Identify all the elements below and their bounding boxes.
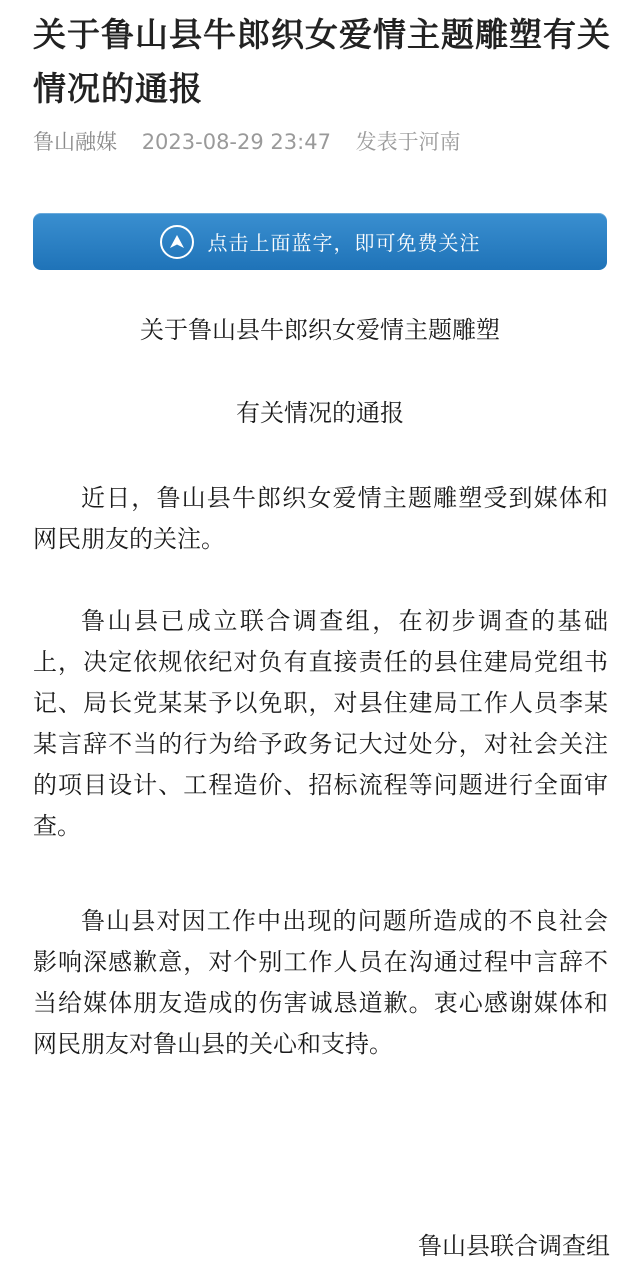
publish-location: 发表于河南: [355, 130, 461, 154]
body-paragraph-1: 近日，鲁山县牛郎织女爱情主题雕塑受到媒体和网民朋友的关注。: [33, 484, 608, 553]
article-meta: [33, 127, 479, 157]
article-title: 关于鲁山县牛郎织女爱情主题雕塑有关情况的通报: [33, 15, 611, 108]
publish-datetime: 2023-08-29 23:47: [141, 130, 331, 154]
follow-banner-button[interactable]: [33, 213, 607, 270]
signature: 鲁山县联合调查组: [418, 1232, 610, 1260]
follow-banner-text: 点击上面蓝字，即可免费关注: [207, 231, 481, 255]
body-heading-line-2: 有关情况的通报: [236, 399, 404, 427]
body-paragraph-2: 鲁山县已成立联合调查组，在初步调查的基础上，决定依规依纪对负有直接责任的县住建局党组书记、局长党某某予以免职，对县住建局工作人员李某某言辞不当的行为给予政务记大过处分，对社会关注的项目设计、工程造价、招标流程等问题进行全面审查。: [33, 607, 608, 840]
body-paragraph-3: 鲁山县对因工作中出现的问题所造成的不良社会影响深感歉意，对个别工作人员在沟通过程中言辞不当给媒体朋友造成的伤害诚恳道歉。衷心感谢媒体和网民朋友对鲁山县的关心和支持。: [33, 907, 608, 1058]
author-link[interactable]: 鲁山融媒: [33, 130, 117, 154]
up-arrow-icon: [160, 225, 194, 259]
body-heading-line-1: 关于鲁山县牛郎织女爱情主题雕塑: [140, 316, 500, 344]
